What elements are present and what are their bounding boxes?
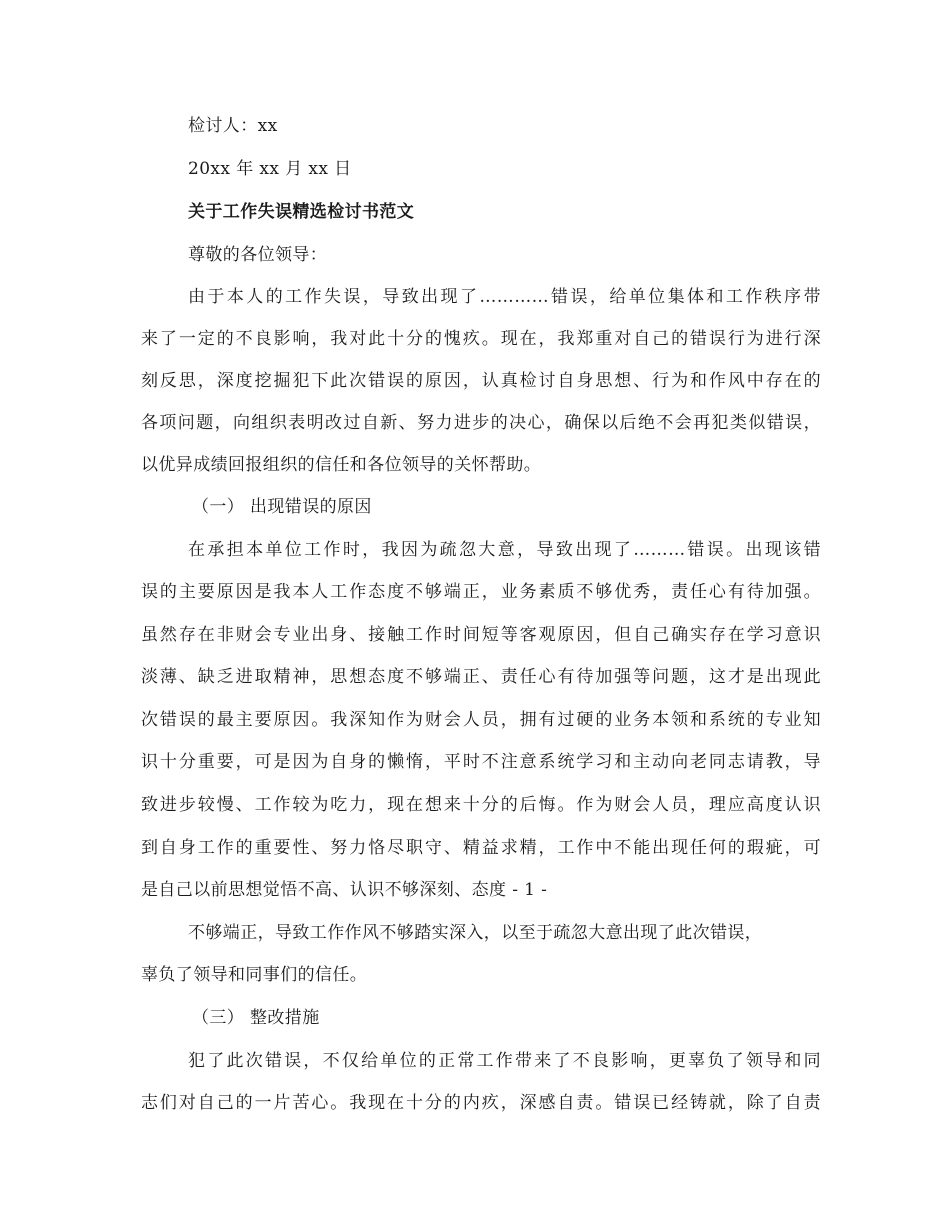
section1-heading: （一） 出现错误的原因 bbox=[192, 497, 372, 517]
continued-line: 不够端正，导致工作作风不够踏实深入，以至于疏忽大意出现了此次错误， bbox=[188, 923, 763, 943]
intro-line: 各项问题，向组织表明改过自新、努力进步的决心，确保以后绝不会再犯类似错误， bbox=[141, 413, 821, 433]
document-title: 关于工作失误精选检讨书范文 bbox=[188, 202, 415, 222]
section1-line: 致进步较慢、工作较为吃力，现在想来十分的后悔。作为财会人员，理应高度认识 bbox=[141, 795, 821, 815]
section1-line: 到自身工作的重要性、努力恪尽职守、精益求精，工作中不能出现任何的瑕疵，可 bbox=[141, 838, 821, 858]
intro-line: 来了一定的不良影响，我对此十分的愧疚。现在，我郑重对自己的错误行为进行深 bbox=[141, 329, 821, 349]
section1-line: 误的主要原因是我本人工作态度不够端正，业务素质不够优秀，责任心有待加强。 bbox=[141, 582, 821, 602]
section1-line: 虽然存在非财会专业出身、接触工作时间短等客观原因，但自己确实存在学习意识 bbox=[141, 625, 821, 645]
intro-line: 刻反思，深度挖掘犯下此次错误的原因，认真检讨自身思想、行为和作风中存在的 bbox=[141, 371, 821, 391]
intro-line: 以优异成绩回报组织的信任和各位领导的关怀帮助。 bbox=[141, 455, 542, 475]
section1-line: 淡薄、缺乏进取精神，思想态度不够端正、责任心有待加强等问题，这才是出现此 bbox=[141, 667, 821, 687]
signature-date: 20xx 年 xx 月 xx 日 bbox=[188, 159, 352, 179]
intro-line: 由于本人的工作失误，导致出现了…………错误，给单位集体和工作秩序带 bbox=[188, 287, 821, 307]
reviewer-signature: 检讨人：xx bbox=[188, 116, 278, 136]
section1-line: 在承担本单位工作时，我因为疏忽大意，导致出现了………错误。出现该错 bbox=[188, 540, 821, 560]
section3-line: 志们对自己的一片苦心。我现在十分的内疚，深感自责。错误已经铸就，除了自责 bbox=[141, 1093, 821, 1113]
salutation: 尊敬的各位领导： bbox=[188, 245, 328, 265]
section3-line: 犯了此次错误，不仅给单位的正常工作带来了不良影响，更辜负了领导和同 bbox=[188, 1051, 821, 1071]
continued-line: 辜负了领导和同事们的信任。 bbox=[141, 965, 368, 985]
section1-line: 识十分重要，可是因为自身的懒惰，平时不注意系统学习和主动向老同志请教，导 bbox=[141, 752, 821, 772]
section1-line-with-page-number: 是自己以前思想觉悟不高、认识不够深刻、态度 - 1 - bbox=[141, 880, 548, 900]
section1-line: 次错误的最主要原因。我深知作为财会人员，拥有过硬的业务本领和系统的专业知 bbox=[141, 710, 821, 730]
section3-heading: （三） 整改措施 bbox=[192, 1008, 320, 1028]
